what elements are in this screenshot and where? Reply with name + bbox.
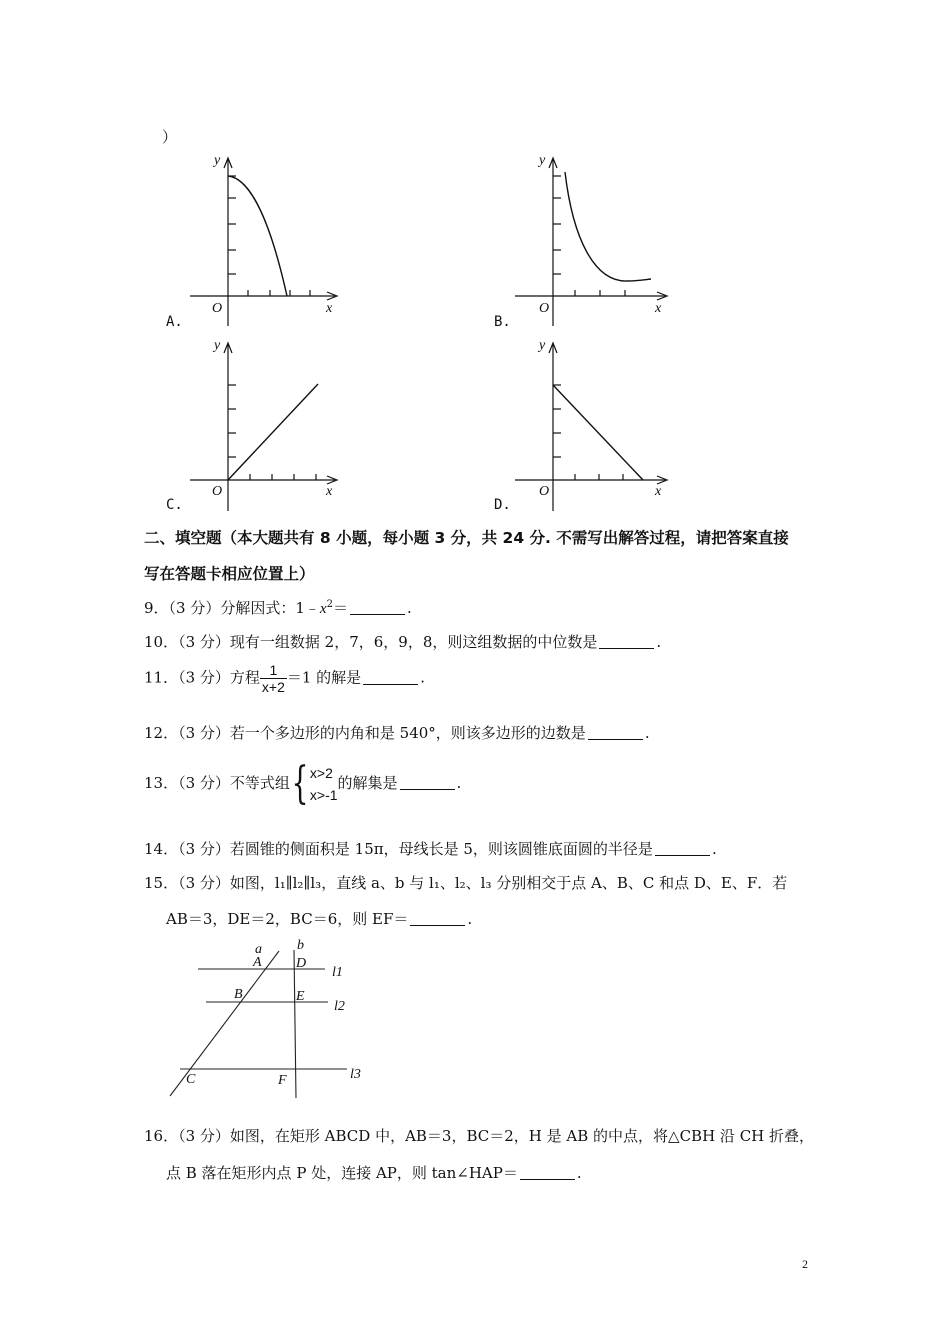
answer-blank[interactable]	[410, 911, 465, 926]
svg-text:O: O	[539, 484, 550, 499]
graph-option-a	[190, 150, 350, 330]
y-axis-label: y	[214, 153, 221, 168]
svg-text:O: O	[539, 301, 550, 316]
figure-parallel-lines	[160, 936, 370, 1101]
answer-blank[interactable]	[520, 1165, 575, 1180]
page-number: 2	[802, 1257, 808, 1271]
option-d-label: D.	[494, 497, 511, 513]
svg-text:l2: l2	[334, 999, 345, 1014]
svg-text:D: D	[296, 956, 307, 971]
question-16-cont: 点 B 落在矩形内点 P 处，连接 AP，则 tan∠HAP＝ .	[166, 1164, 582, 1182]
svg-text:B: B	[234, 987, 243, 1002]
section-heading: 二、填空题（本大题共有 8 小题，每小题 3 分，共 24 分. 不需写出解答过程，请把答案直接	[144, 529, 789, 547]
svg-text:x: x	[655, 301, 662, 316]
question-14: 14．（3 分）若圆锥的侧面积是 15π，母线长是 5，则该圆锥底面圆的半径是 .	[144, 840, 717, 858]
question-9: 9．（3 分）分解因式：$1﹣x^2=$ .	[144, 599, 412, 617]
graph-option-c	[190, 335, 350, 515]
svg-text:l3: l3	[350, 1067, 361, 1082]
x-axis-label: x	[326, 301, 333, 316]
svg-text:a: a	[255, 942, 262, 957]
origin-label: O	[212, 301, 223, 316]
question-13: 13．（3 分）不等式组{ x>2 x>-1 的解集是 .	[144, 758, 462, 809]
answer-blank[interactable]	[400, 775, 455, 790]
brace-icon: {	[291, 758, 309, 809]
svg-text:x: x	[655, 484, 662, 499]
svg-text:b: b	[297, 938, 304, 953]
answer-blank[interactable]	[588, 725, 643, 740]
option-a-label: A.	[166, 314, 183, 330]
inequality-system: x>2 x>-1	[309, 765, 338, 803]
fraction: $\frac{1}{x+2}$	[261, 662, 285, 695]
question-11: 11．（3 分）方程 $\frac{1}{x+2}$ ＝1 的解是 .	[144, 662, 425, 695]
question-paren: ）	[162, 128, 178, 146]
svg-text:C: C	[186, 1072, 196, 1087]
option-c-label: C.	[166, 497, 183, 513]
svg-text:y: y	[214, 338, 221, 353]
option-b-label: B.	[494, 314, 511, 330]
svg-text:y: y	[539, 338, 546, 353]
svg-text:F: F	[278, 1073, 287, 1088]
answer-blank[interactable]	[350, 600, 405, 615]
answer-blank[interactable]	[363, 670, 418, 685]
question-12: 12．（3 分）若一个多边形的内角和是 540°，则该多边形的边数是 .	[144, 724, 650, 742]
question-10: 10．（3 分）现有一组数据 2，7，6，9，8，则这组数据的中位数是 .	[144, 633, 662, 651]
svg-text:A: A	[253, 955, 262, 970]
answer-blank[interactable]	[599, 634, 654, 649]
graph-option-d	[515, 335, 675, 515]
svg-text:y: y	[539, 153, 546, 168]
section-heading-cont: 写在答题卡相应位置上）	[144, 565, 315, 583]
graph-option-b	[515, 150, 675, 330]
answer-blank[interactable]	[655, 841, 710, 856]
svg-text:E: E	[296, 989, 305, 1004]
svg-text:x: x	[326, 484, 333, 499]
question-15-cont: AB＝3，DE＝2，BC＝6，则 EF＝ .	[166, 910, 473, 928]
svg-text:l1: l1	[332, 965, 343, 980]
svg-text:O: O	[212, 484, 223, 499]
question-15: 15．（3 分）如图，l₁∥l₂∥l₃，直线 a、b 与 l₁、l₂、l₃ 分别相交于点 A、B、C 和点 D、E、F．若	[144, 874, 788, 892]
question-16: 16．（3 分）如图，在矩形 ABCD 中，AB＝3，BC＝2，H 是 AB 的中点，将△CBH 沿 CH 折叠，	[144, 1127, 815, 1145]
